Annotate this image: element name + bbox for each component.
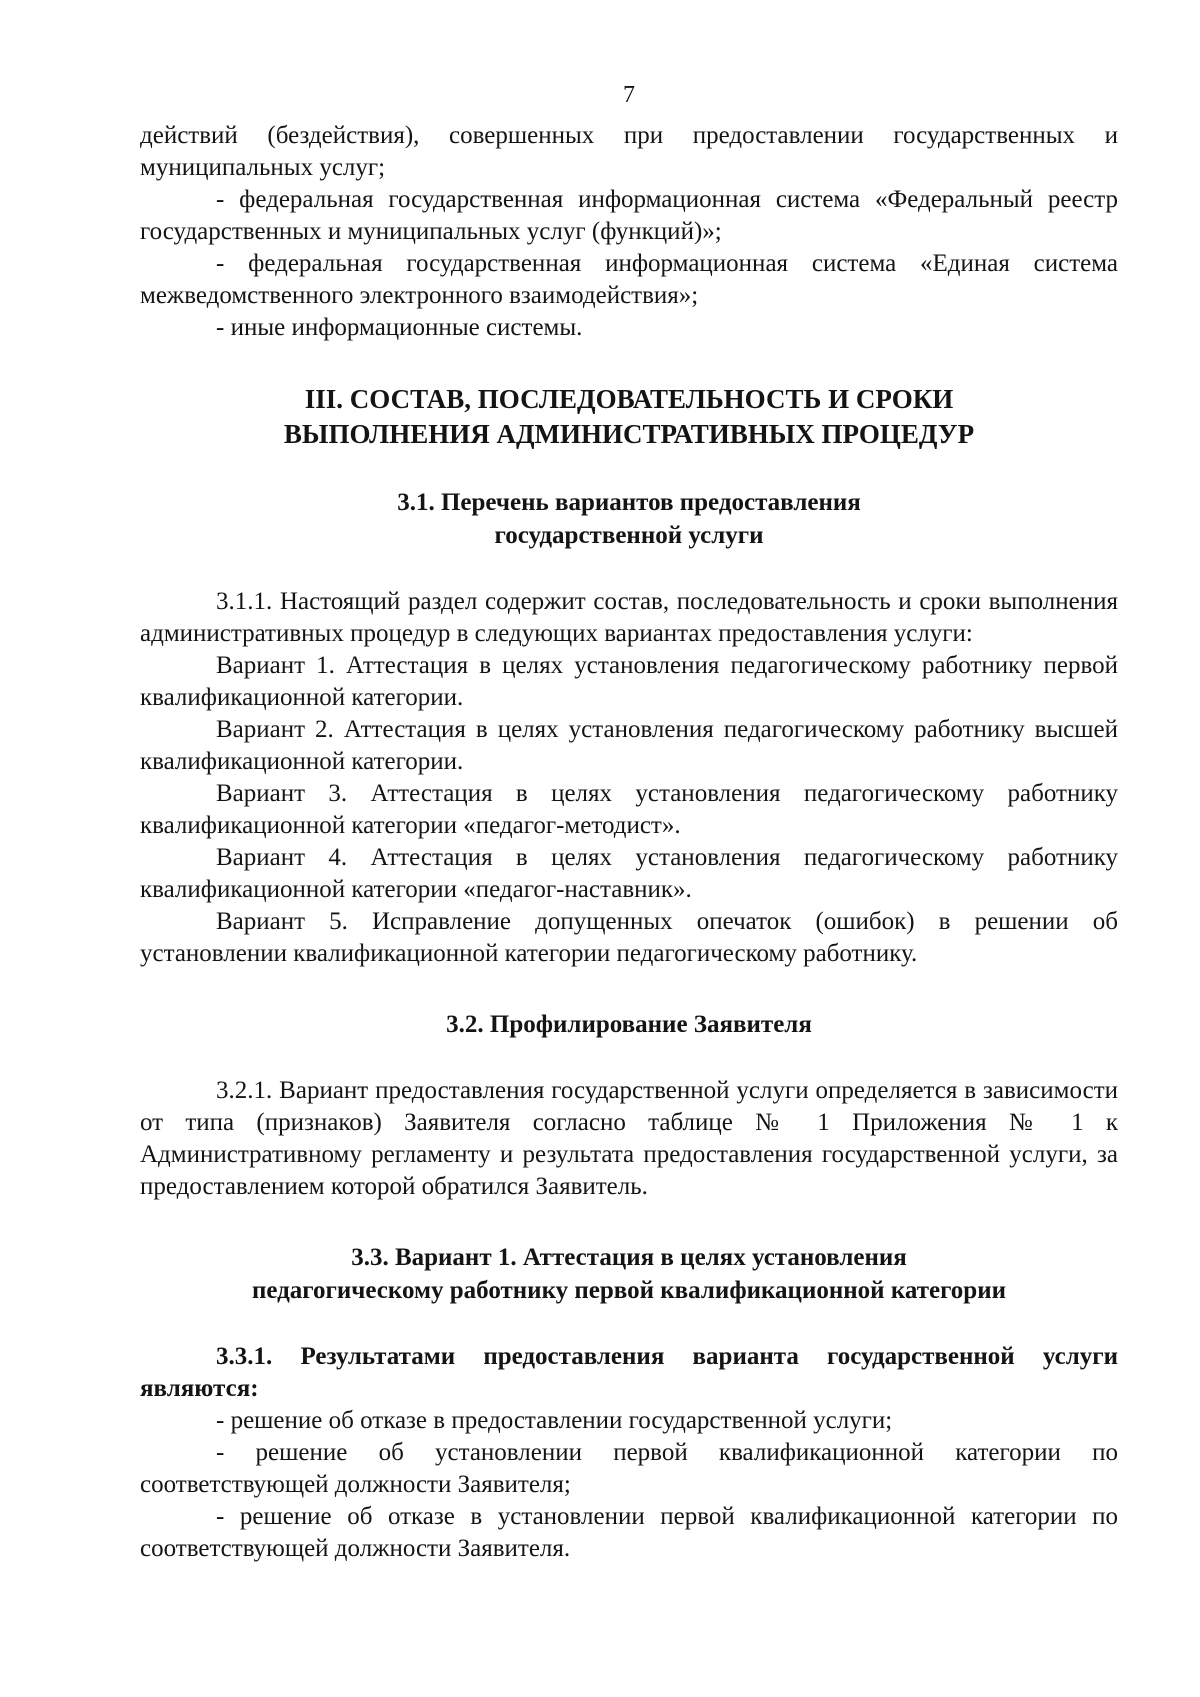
section-3-title xyxy=(140,382,1118,452)
paragraph-3-2-1: 3.2.1. Вариант предоставления государственной услуги определяется в зависимости от типа (признаков) Заявителя согласно таблице № 1 Приложения № 1 к Административному регламенту и результата предоставления государственной услуги, за предоставлением которой обратился Заявитель. xyxy=(140,1077,1118,1200)
paragraph-3-3-1-lead: 3.3.1. Результатами предоставления варианта государственной услуги являются: xyxy=(140,1343,1118,1402)
page-number: 7 xyxy=(623,82,635,108)
result-item-refusal: - решение об отказе в предоставлении государственной услуги; xyxy=(216,1407,893,1434)
variant-3: Вариант 3. Аттестация в целях установления педагогическому работнику квалификационной категории «педагог-методист». xyxy=(140,780,1118,839)
paragraph-continuation: действий (бездействия), совершенных при предоставлении государственных и муниципальных услуг; xyxy=(140,122,1118,181)
paragraph-3-1-1: 3.1.1. Настоящий раздел содержит состав, последовательность и сроки выполнения административных процедур в следующих вариантах предоставления услуги: xyxy=(140,588,1118,647)
section-3-1-title xyxy=(140,486,1118,552)
section-3-3-title-line1: 3.3. Вариант 1. Аттестация в целях установления xyxy=(351,1244,907,1271)
section-3-title-line2: ВЫПОЛНЕНИЯ АДМИНИСТРАТИВНЫХ ПРОЦЕДУР xyxy=(283,419,975,449)
variant-4: Вариант 4. Аттестация в целях установления педагогическому работнику квалификационной категории «педагог-наставник». xyxy=(140,844,1118,903)
section-3-2-title: 3.2. Профилирование Заявителя xyxy=(446,1011,812,1038)
document-page xyxy=(140,70,1118,1565)
list-item-federal-registry: - федеральная государственная информационная система «Федеральный реестр государственных и муниципальных услуг (функций)»; xyxy=(140,186,1118,245)
list-item-other-systems: - иные информационные системы. xyxy=(216,314,583,341)
section-3-3-title-line2: педагогическому работнику первой квалификационной категории xyxy=(251,1277,1007,1304)
list-item-smev: - федеральная государственная информационная система «Единая система межведомственного электронного взаимодействия»; xyxy=(140,250,1118,309)
section-3-1-title-line1: 3.1. Перечень вариантов предоставления xyxy=(397,489,861,516)
variant-5: Вариант 5. Исправление допущенных опечаток (ошибок) в решении об установлении квалификационной категории педагогическому работнику. xyxy=(140,908,1118,967)
variant-2: Вариант 2. Аттестация в целях установления педагогическому работнику высшей квалификационной категории. xyxy=(140,716,1118,775)
variant-1: Вариант 1. Аттестация в целях установления педагогическому работнику первой квалификационной категории. xyxy=(140,652,1118,711)
result-item-establish: - решение об установлении первой квалификационной категории по соответствующей должности Заявителя; xyxy=(140,1439,1118,1498)
section-3-3-title xyxy=(140,1241,1118,1307)
section-3-title-line1: III. СОСТАВ, ПОСЛЕДОВАТЕЛЬНОСТЬ И СРОКИ xyxy=(304,384,954,414)
section-3-1-title-line2: государственной услуги xyxy=(494,522,764,549)
result-item-refuse-establish: - решение об отказе в установлении первой квалификационной категории по соответствующей должности Заявителя. xyxy=(140,1503,1118,1562)
